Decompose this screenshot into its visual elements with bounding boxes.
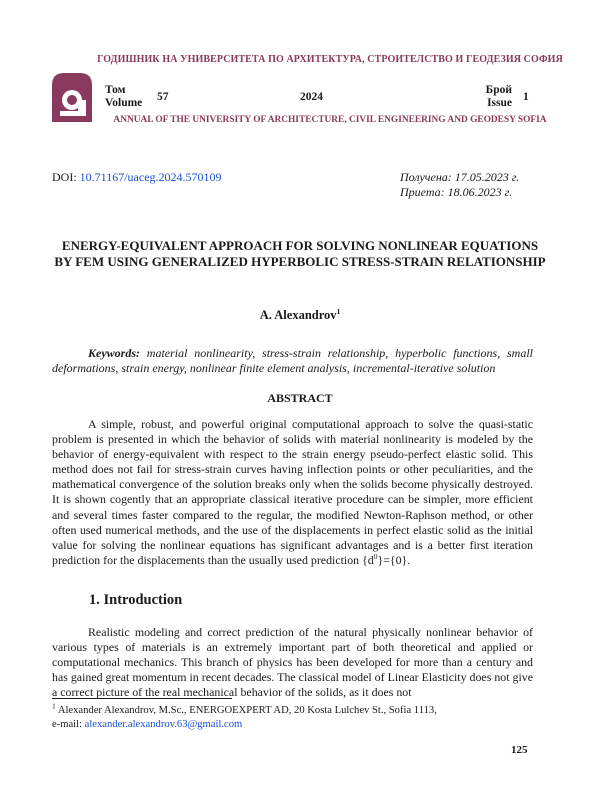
author-line: [52, 308, 548, 323]
abstract-formula-sup: 0: [373, 551, 378, 561]
footnote: [52, 701, 542, 731]
abstract-formula-open: {d: [362, 552, 374, 567]
author-footnote-mark: 1: [336, 306, 341, 316]
publication-year: 2024: [300, 91, 323, 103]
footnote-affiliation: [52, 701, 542, 718]
keywords-label: Keywords:: [88, 346, 140, 360]
volume-label-en: Volume: [105, 97, 143, 109]
doi-line: [52, 170, 222, 185]
email-label: e-mail:: [52, 718, 85, 730]
introduction-body: Realistic modeling and correct prediction of the natural physically nonlinear behavior of various types of materials is an extremely important part of both theoretical and applied or computational mechanics. This branch of physics has been developed for more than a century and has gained great momentum in recent decades. The classical model of Linear Elasticity does not give a correct picture of the real mechanical behavior of the solids, as it does not: [52, 625, 533, 700]
doi-label: DOI:: [52, 170, 80, 184]
volume-number: 57: [157, 91, 169, 103]
footnote-text: Alexander Alexandrov, M.Sc., ENERGOEXPERT AD, 20 Kosta Lulchev St., Sofia 1113,: [55, 705, 437, 716]
volume-label: [105, 84, 142, 110]
page-number: 125: [511, 744, 528, 756]
abstract-body: [52, 417, 533, 568]
university-logo-icon: [52, 73, 92, 122]
abstract-formula-close: }={0}.: [377, 552, 411, 567]
author-name: A. Alexandrov: [259, 308, 337, 322]
received-date: Получена: 17.05.2023 г.: [400, 170, 520, 184]
section-heading-introduction: 1. Introduction: [89, 592, 183, 608]
email-link[interactable]: alexander.alexandrov.63@gmail.com: [84, 718, 243, 730]
keywords: [52, 346, 533, 376]
issue-label-bg: Брой: [485, 84, 512, 96]
issue-label: [479, 84, 512, 110]
footnote-mark: 1: [52, 701, 56, 711]
footnote-email-line: [52, 718, 542, 732]
accepted-date: Приета: 18.06.2023 г.: [400, 185, 513, 199]
submission-dates: [400, 170, 519, 200]
doi-link[interactable]: 10.71167/uaceg.2024.570109: [79, 170, 222, 184]
issue-number: 1: [523, 91, 529, 103]
footnote-divider: [52, 698, 232, 699]
paper-title: ENERGY-EQUIVALENT APPROACH FOR SOLVING NONLINEAR EQUATIONS BY FEM USING GENERALIZED HYPERBOLIC STRESS-STRAIN RELATIONSHIP: [54, 238, 546, 269]
abstract-text: A simple, robust, and powerful original computational approach to solve the quasi-static problem is presented in which the behavior of solids with material nonlinearity is modeled by the behavior of energy-equivalent with respect to the strain energy pseudo-perfect elastic solid. This method does not fail for stress-strain curves having inflection points or other peculiarities, and the mathematical convergence of the solution breaks only when the solids become physically destroyed. It is shown cogently that an appropriate classical iterative procedure can be simpler, more efficient and several times faster compared to the regular, the modified Newton-Raphson method, or other often used numerical methods, and the use of the displacements in perfect elastic solid as the initial value for solving the nonlinear equations has significant advantages and is a better first iteration prediction for the displacements than the usually used prediction: [52, 417, 533, 567]
journal-title-en: ANNUAL OF THE UNIVERSITY OF ARCHITECTURE, CIVIL ENGINEERING AND GEODESY SOFIA: [113, 115, 547, 125]
abstract-heading: ABSTRACT: [267, 391, 333, 405]
keywords-text: material nonlinearity, stress-strain relationship, hyperbolic functions, small deformations, strain energy, nonlinear finite element analysis, incremental-iterative solution: [52, 346, 533, 375]
volume-label-bg: Том: [105, 84, 126, 96]
issue-label-en: Issue: [487, 97, 512, 109]
journal-title-bg: ГОДИШНИК НА УНИВЕРСИТЕТА ПО АРХИТЕКТУРА, СТРОИТЕЛСТВО И ГЕОДЕЗИЯ СОФИЯ: [97, 54, 563, 65]
